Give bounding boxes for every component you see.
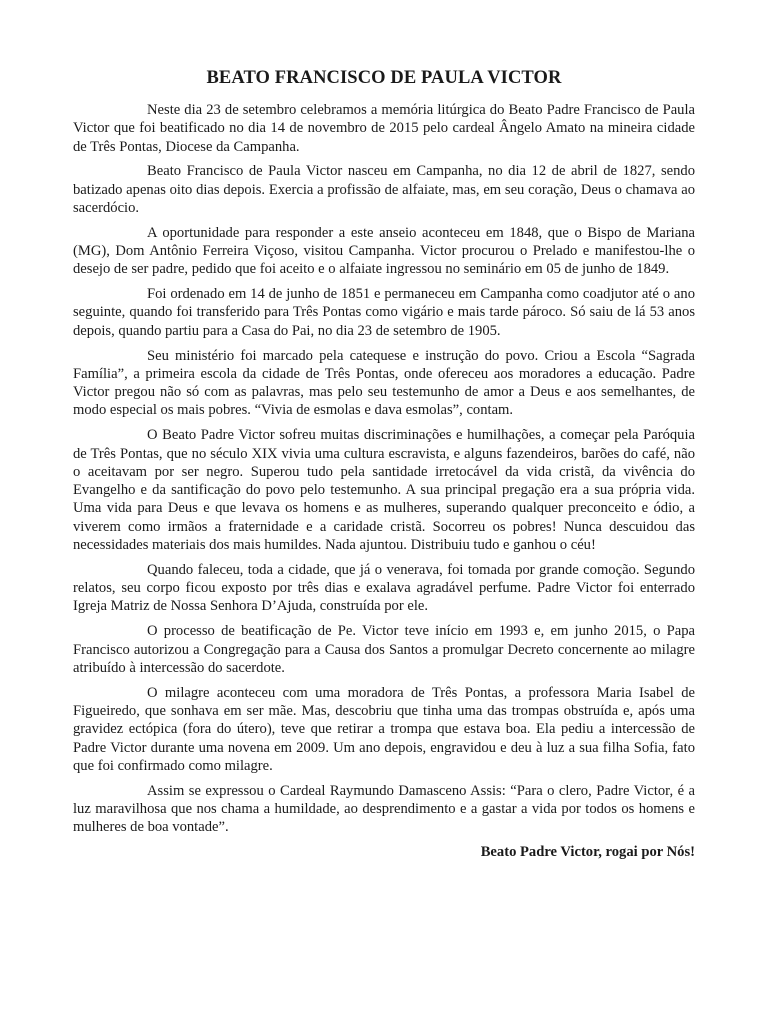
- paragraph-ministry: Seu ministério foi marcado pela catequese e instrução do povo. Criou a Escola “Sagrada Família”, a primeira escola da cidade de Três Pontas, onde ofereceu aos moradores a educação. Padre Victor pregou não só com as palavras, mas pelo seu testemunho de amor a Deus e aos semelhantes, de modo especial os mais pobres. “Vivia de esmolas e dava esmolas”, contam.: [73, 347, 695, 419]
- paragraph-miracle: O milagre aconteceu com uma moradora de Três Pontas, a professora Maria Isabel de Figueiredo, que sonhava em ser mãe. Mas, descobriu que tinha uma das trompas obstruída e, após uma gravidez ectópica (fora do útero), teve que retirar a trompa que estava boa. Ela pediu a intercessão de Padre Victor durante uma novena em 2009. Um ano depois, engravidou e deu à luz a sua filha Sofia, fato que foi confirmado como milagre.: [73, 684, 695, 774]
- document-page: [73, 68, 695, 861]
- paragraph-birth: Beato Francisco de Paula Victor nasceu em Campanha, no dia 12 de abril de 1827, sendo batizado apenas oito dias depois. Exercia a profissão de alfaiate, mas, em seu coração, Deus o chamava ao sacerdócio.: [73, 163, 695, 216]
- paragraph-beatification: O processo de beatificação de Pe. Victor teve início em 1993 e, em junho 2015, o Papa Francisco autorizou a Congregação para a Causa dos Santos a promulgar Decreto concernente ao milagre atribuído à intercessão do sacerdote.: [73, 623, 695, 676]
- closing-prayer: Beato Padre Victor, rogai por Nós!: [480, 843, 695, 860]
- paragraph-discrimination: O Beato Padre Victor sofreu muitas discriminações e humilhações, a começar pela Paróquia de Três Pontas, que no século XIX vivia uma cultura escravista, e alguns fazendeiros, barões do café, não o aceitavam por ser negro. Superou tudo pela santidade irretocável da vida cristã, da vivência do Evangelho e da santificação do povo pelo testemunho. A sua principal pregação era a sua própria vida. Uma vida para Deus e que levava os homens e as mulheres, superando qualquer preconceito e ódio, a viverem como irmãos a fraternidade e a caridade cristã. Socorreu os pobres! Nunca descuidou das necessidades materiais dos mais humildes. Nada ajuntou. Distribuiu tudo e ganhou o céu!: [73, 427, 695, 554]
- paragraph-intro: Neste dia 23 de setembro celebramos a memória litúrgica do Beato Padre Francisco de Paula Victor que foi beatificado no dia 14 de novembro de 2015 pelo cardeal Ângelo Amato na mineira cidade de Três Pontas, Diocese da Campanha.: [73, 102, 695, 155]
- document-title: BEATO FRANCISCO DE PAULA VICTOR: [206, 68, 562, 88]
- paragraph-vocation: A oportunidade para responder a este anseio aconteceu em 1848, que o Bispo de Mariana (MG), Dom Antônio Ferreira Viçoso, visitou Campanha. Victor procurou o Prelado e manifestou-lhe o desejo de ser padre, pedido que foi aceito e o alfaiate ingressou no seminário em 05 de junho de 1849.: [73, 224, 695, 278]
- paragraph-quote: Assim se expressou o Cardeal Raymundo Damasceno Assis: “Para o clero, Padre Victor, é a luz maravilhosa que nos chama a humildade, ao desprendimento e a gastar a vida por todos os homens e mulheres de boa vontade”.: [73, 782, 695, 836]
- paragraph-ordination: Foi ordenado em 14 de junho de 1851 e permaneceu em Campanha como coadjutor até o ano seguinte, quando foi transferido para Três Pontas como vigário e mais tarde pároco. Só saiu de lá 53 anos depois, quando partiu para a Casa do Pai, no dia 23 de setembro de 1905.: [73, 286, 695, 339]
- paragraph-death: Quando faleceu, toda a cidade, que já o venerava, foi tomada por grande comoção. Segundo relatos, seu corpo ficou exposto por três dias e exalava agradável perfume. Padre Victor foi enterrado Igreja Matriz de Nossa Senhora D’Ajuda, construída por ele.: [73, 561, 695, 615]
